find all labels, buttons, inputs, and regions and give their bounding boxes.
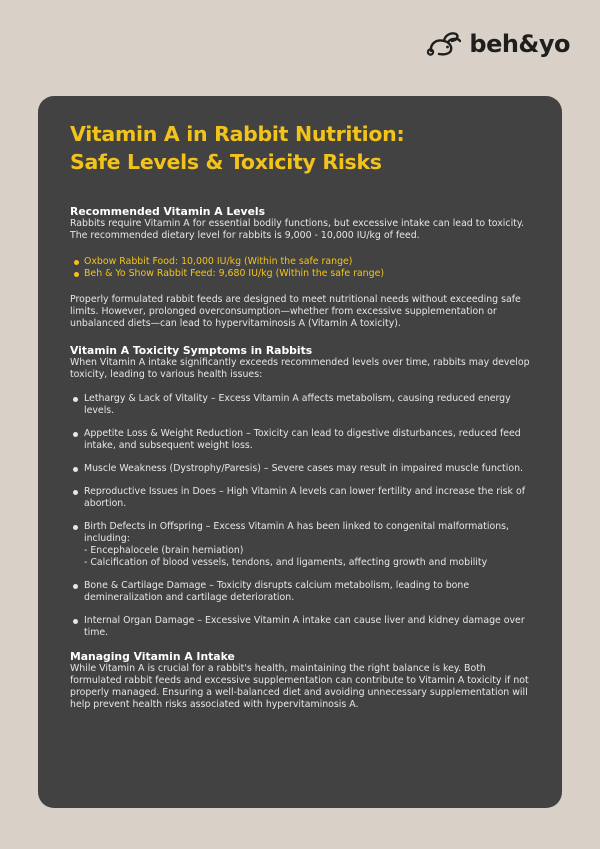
section-managing-intake: [70, 650, 530, 711]
page-title: [70, 120, 530, 176]
section-heading-managing: Managing Vitamin A Intake: [70, 650, 235, 663]
symptom-item-reproductive: Reproductive Issues in Does – High Vitamin A levels can lower fertility and increase the risk of abortion.: [84, 486, 530, 510]
rabbit-logo-icon: [425, 30, 463, 58]
product-list: [70, 256, 530, 280]
page-title-line-2: Safe Levels & Toxicity Risks: [70, 150, 382, 174]
section-toxicity-symptoms: [70, 344, 530, 639]
symptom-item-birth-defects: [84, 521, 530, 569]
content-card: [38, 96, 562, 808]
symptom-list: [70, 393, 530, 639]
section-heading-symptoms: Vitamin A Toxicity Symptoms in Rabbits: [70, 344, 313, 357]
recommended-intro: Rabbits require Vitamin A for essential bodily functions, but excessive intake can lead to toxicity. The recommended dietary level for rabbits is 9,000 - 10,000 IU/kg of feed.: [70, 218, 525, 241]
symptom-item-lethargy: Lethargy & Lack of Vitality – Excess Vitamin A affects metabolism, causing reduced energy levels.: [84, 393, 530, 417]
section-heading-recommended: Recommended Vitamin A Levels: [70, 205, 266, 218]
symptom-item-muscle: Muscle Weakness (Dystrophy/Paresis) – Severe cases may result in impaired muscle function.: [84, 463, 530, 475]
section-recommended-levels: [70, 205, 530, 330]
symptom-birth-defects-text: Birth Defects in Offspring – Excess Vitamin A has been linked to congenital malformations, including:: [84, 521, 510, 544]
product-item-oxbow: Oxbow Rabbit Food: 10,000 IU/kg (Within the safe range): [84, 256, 530, 268]
symptom-sub-item-calcification: - Calcification of blood vessels, tendons, and ligaments, affecting growth and mobility: [84, 557, 488, 568]
brand-name: beh&yo: [469, 30, 570, 58]
product-item-behyo: Beh & Yo Show Rabbit Feed: 9,680 IU/kg (Within the safe range): [84, 268, 530, 280]
symptom-item-bone: Bone & Cartilage Damage – Toxicity disrupts calcium metabolism, leading to bone demineralization and cartilage deterioration.: [84, 580, 530, 604]
symptom-item-organ: Internal Organ Damage – Excessive Vitamin A intake can cause liver and kidney damage over time.: [84, 615, 530, 639]
symptom-sub-item-encephalocele: - Encephalocele (brain herniation): [84, 545, 244, 556]
symptom-item-appetite: Appetite Loss & Weight Reduction – Toxicity can lead to digestive disturbances, reduced feed intake, and subsequent weight loss.: [84, 428, 530, 452]
managing-body: While Vitamin A is crucial for a rabbit's health, maintaining the right balance is key. Both formulated rabbit feeds and excessive supplementation can contribute to Vitamin A toxicity if not properly managed. Ensuring a well-balanced diet and avoiding unnecessary supplementation will help prevent health risks associated with hypervitaminosis A.: [70, 663, 529, 710]
brand-logo: [425, 30, 570, 58]
page-title-line-1: Vitamin A in Rabbit Nutrition:: [70, 122, 405, 146]
symptoms-intro: When Vitamin A intake significantly exceeds recommended levels over time, rabbits may develop toxicity, leading to various health issues:: [70, 357, 530, 380]
recommended-note: Properly formulated rabbit feeds are designed to meet nutritional needs without exceeding safe limits. However, prolonged overconsumption—whether from excessive supplementation or unbalanced diets—can lead to hypervitaminosis A (Vitamin A toxicity).: [70, 294, 521, 329]
